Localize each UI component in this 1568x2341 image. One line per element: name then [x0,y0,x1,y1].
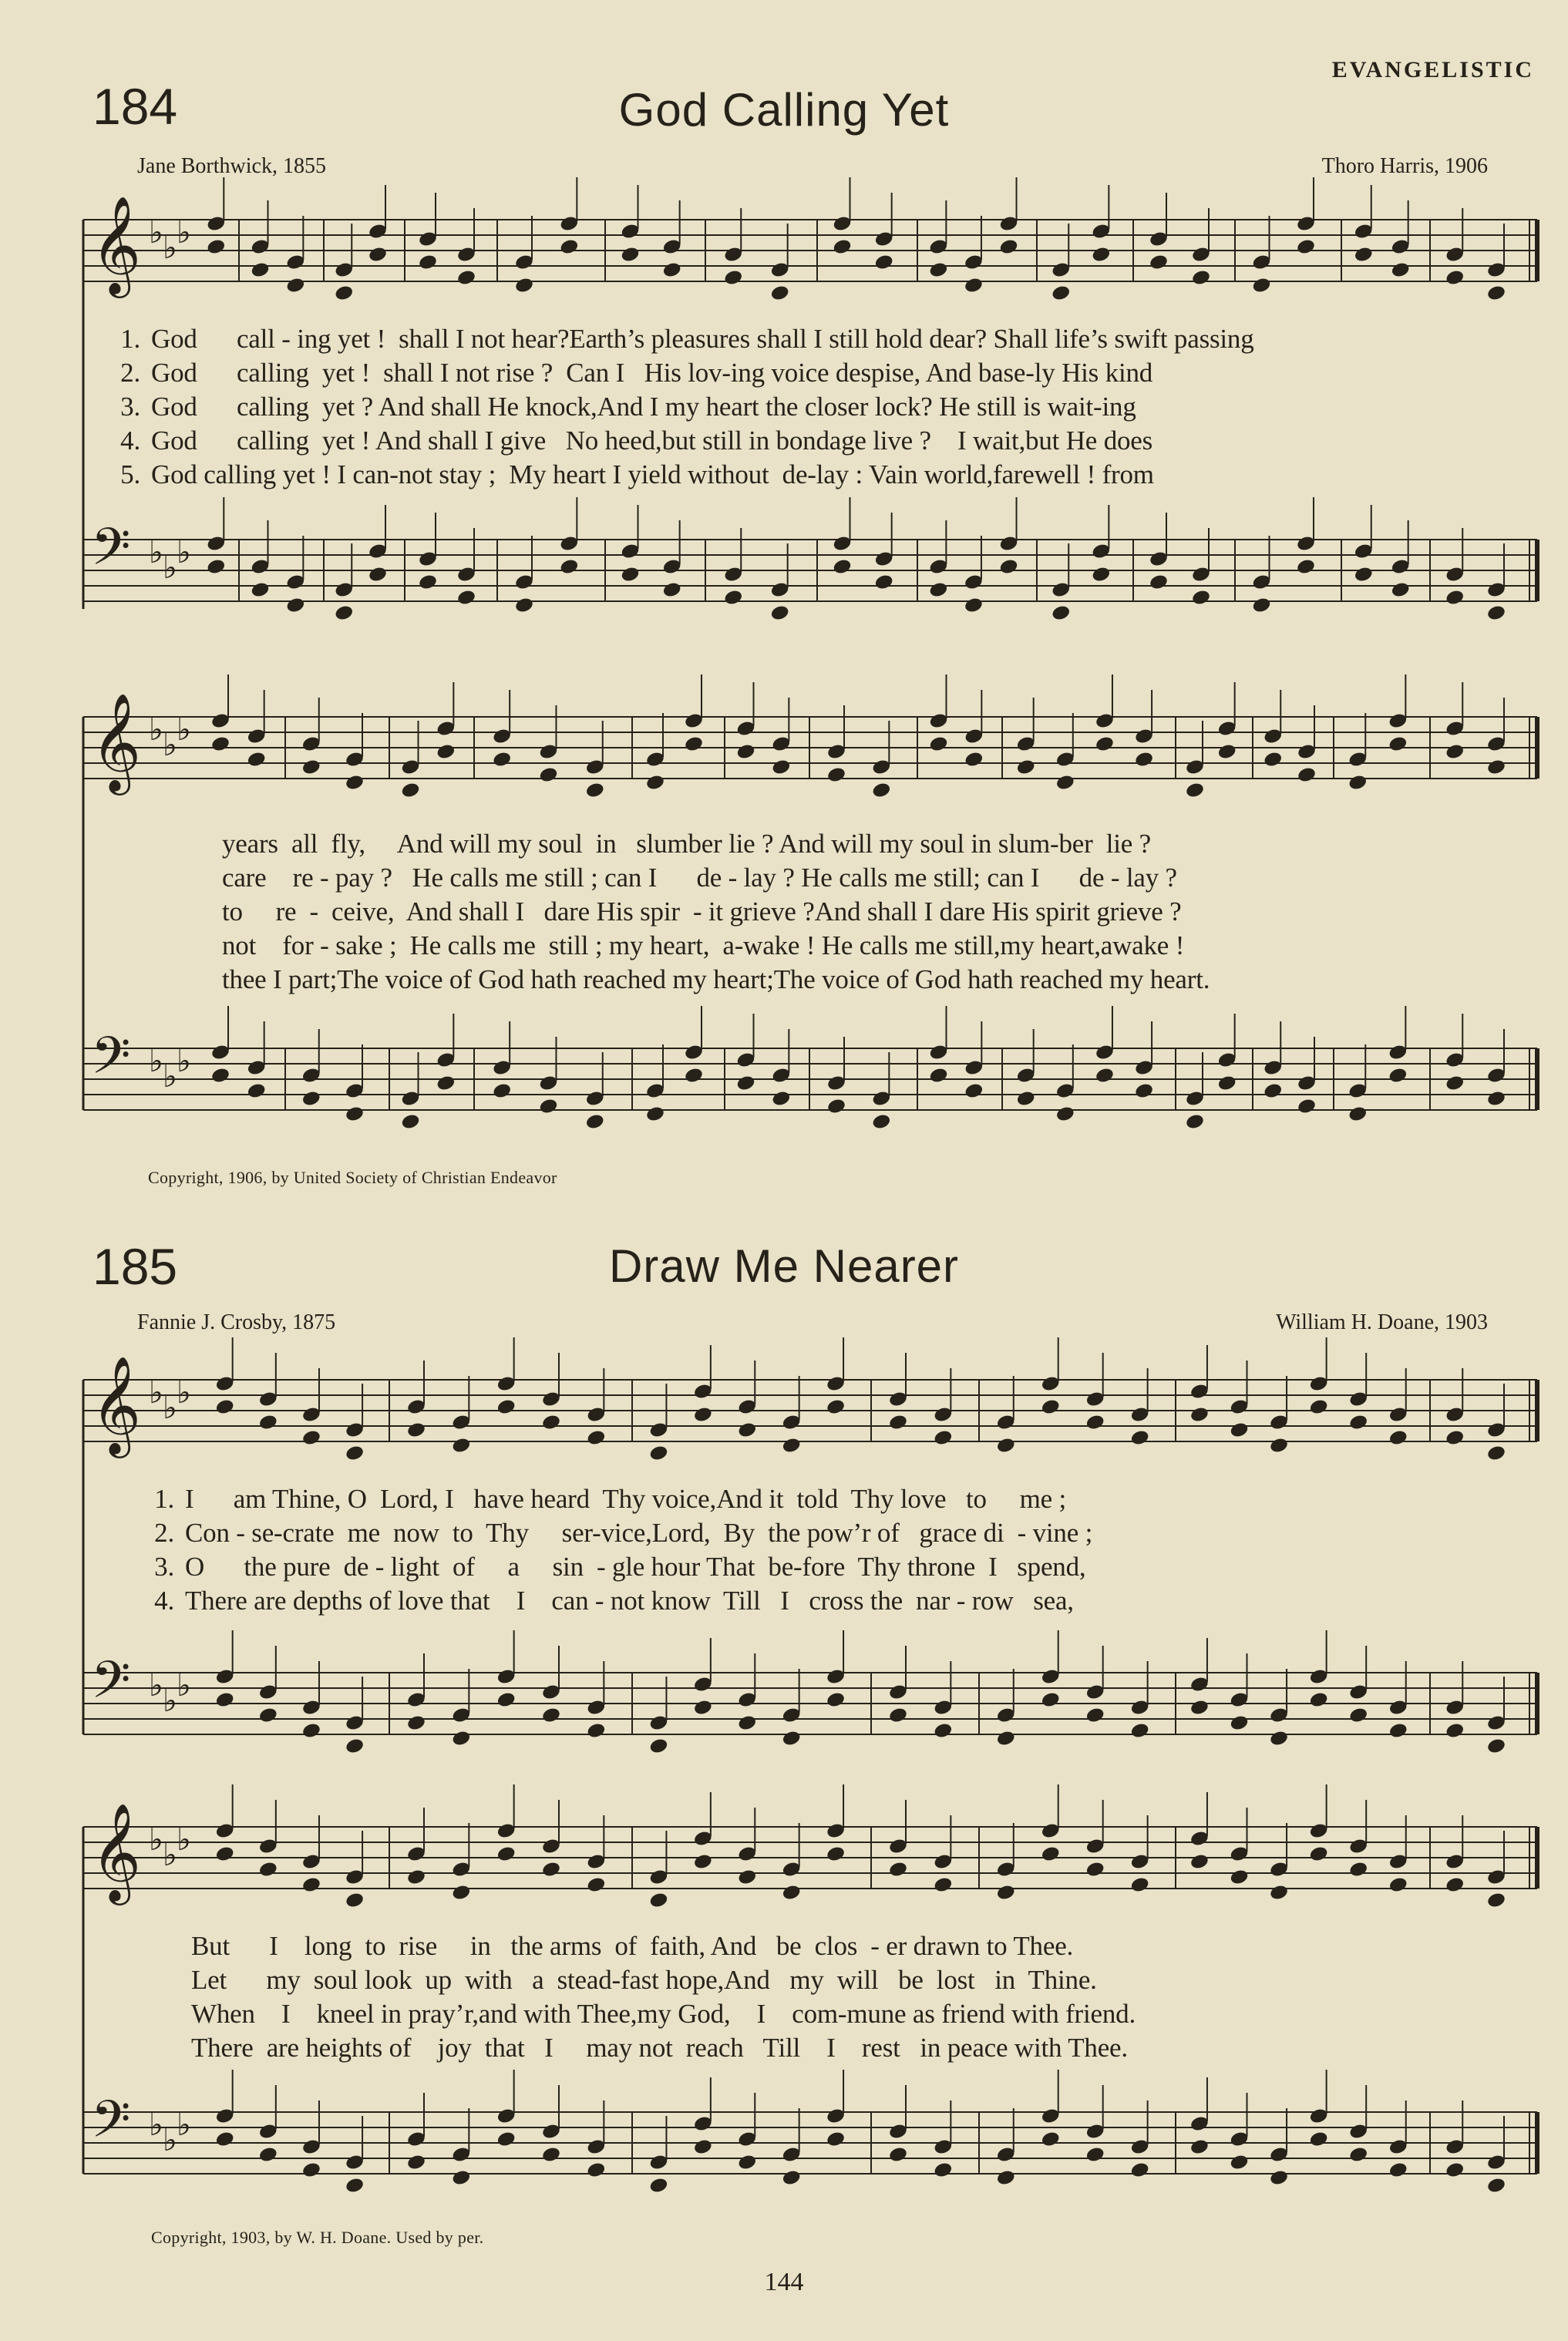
lyric-text: God calling yet ! I can-not stay ; My heart I yield without de-lay : Vain world,farewell ! from [151,459,1154,489]
flat-sign-icon: ♭ [177,215,191,251]
hymn-title: Draw Me Nearer [608,1240,960,1292]
lyric-text: Con - se-crate me now to Thy ser-vice,Lord, By the pow’r of grace di - vine ; [185,1518,1093,1548]
flat-sign-icon: ♭ [149,1822,163,1858]
flat-sign-icon: ♭ [163,1683,177,1719]
hymn-title: God Calling Yet [618,84,950,136]
flat-sign-icon: ♭ [163,230,177,266]
page-number: 144 [764,2268,804,2296]
flat-sign-icon: ♭ [149,1044,163,1079]
hymn-number: 185 [93,1238,178,1295]
flat-sign-icon: ♭ [163,2123,177,2158]
lyric-line: Let my soul look up with a stead-fast hope,And my will be lost in Thine. [191,1965,1097,1995]
verse-number: 2. [120,358,140,388]
treble-clef-icon: 𝄞 [91,692,142,791]
lyric-line: But I long to rise in the arms of faith, And be clos - er drawn to Thee. [191,1931,1074,1961]
flat-sign-icon: ♭ [149,1375,163,1411]
verse-number: 3. [154,1552,174,1582]
bass-clef-icon: 𝄢 [91,1026,131,1098]
bass-clef-icon: 𝄢 [91,517,131,589]
verse-number: 5. [120,459,140,489]
flat-sign-icon: ♭ [177,1044,191,1079]
flat-sign-icon: ♭ [163,1059,177,1095]
flat-sign-icon: ♭ [177,535,191,570]
copyright-note: Copyright, 1906, by United Society of Christian Endeavor [148,1168,557,1187]
lyric-text: I am Thine, O Lord, I have heard Thy voice,And it told Thy love to me ; [185,1484,1067,1514]
lyric-text: God calling yet ! shall I not rise ? Can I His lov-ing voice despise, And base-ly His kind [151,358,1153,388]
music-credit: William H. Doane, 1903 [1276,1310,1488,1334]
flat-sign-icon: ♭ [149,535,163,570]
flat-sign-icon: ♭ [149,2107,163,2143]
flat-sign-icon: ♭ [149,215,163,251]
copyright-note: Copyright, 1903, by W. H. Doane. Used by per. [151,2228,484,2247]
lyric-text: God calling yet ? And shall He knock,And I my heart the closer lock? He still is wait-ing [151,392,1136,422]
flat-sign-icon: ♭ [163,728,177,763]
lyric-text: God calling yet ! And shall I give No heed,but still in bondage live ? I wait,but He does [151,425,1153,456]
treble-clef-icon: 𝄞 [91,1355,142,1454]
flat-sign-icon: ♭ [177,1668,191,1704]
lyric-line: not for - sake ; He calls me still ; my heart, a-wake ! He calls me still,my heart,awake ! [222,930,1185,960]
bass-clef-icon: 𝄢 [91,2090,131,2161]
words-credit: Jane Borthwick, 1855 [137,154,326,178]
lyric-line: When I kneel in pray’r,and with Thee,my God, I com-mune as friend with friend. [191,1999,1136,2029]
verse-number: 2. [154,1518,174,1548]
verse-number: 1. [154,1484,174,1514]
lyric-text: O the pure de - light of a sin - gle hour That be-fore Thy throne I spend, [185,1552,1086,1582]
lyric-line: There are heights of joy that I may not reach Till I rest in peace with Thee. [191,2033,1128,2063]
lyric-text: There are depths of love that I can - not know Till I cross the nar - row sea, [185,1586,1074,1616]
flat-sign-icon: ♭ [177,1822,191,1858]
flat-sign-icon: ♭ [163,1838,177,1873]
flat-sign-icon: ♭ [149,1668,163,1704]
verse-block [191,1931,1136,2064]
lyric-line: thee I part;The voice of God hath reached my heart;The voice of God hath reached my heart. [222,964,1210,994]
lyric-line: years all fly, And will my soul in slumber lie ? And will my soul in slum-ber lie ? [222,829,1151,859]
flat-sign-icon: ♭ [149,712,163,748]
lyric-line: care re - pay ? He calls me still ; can I de - lay ? He calls me still; can I de - lay ? [222,863,1177,893]
music-credit: Thoro Harris, 1906 [1321,154,1488,178]
lyric-line: to re - ceive, And shall I dare His spir - it grieve ?And shall I dare His spirit grieve ? [222,896,1182,927]
flat-sign-icon: ♭ [177,2107,191,2143]
verse-number: 3. [120,392,140,422]
words-credit: Fannie J. Crosby, 1875 [137,1310,336,1334]
treble-clef-icon: 𝄞 [91,1802,142,1901]
verse-number: 4. [120,425,140,456]
hymn-number: 184 [93,78,178,135]
flat-sign-icon: ♭ [177,1375,191,1411]
lyric-text: God call - ing yet ! shall I not hear?Earth’s pleasures shall I still hold dear? Shall life’s swift passing [151,324,1254,354]
treble-clef-icon: 𝄞 [91,195,142,294]
verse-number: 1. [120,324,140,354]
bass-clef-icon: 𝄢 [91,1650,131,1722]
flat-sign-icon: ♭ [163,1391,177,1426]
flat-sign-icon: ♭ [177,712,191,748]
section-label: EVANGELISTIC [1331,57,1534,82]
verse-number: 4. [154,1586,174,1616]
flat-sign-icon: ♭ [163,550,177,586]
